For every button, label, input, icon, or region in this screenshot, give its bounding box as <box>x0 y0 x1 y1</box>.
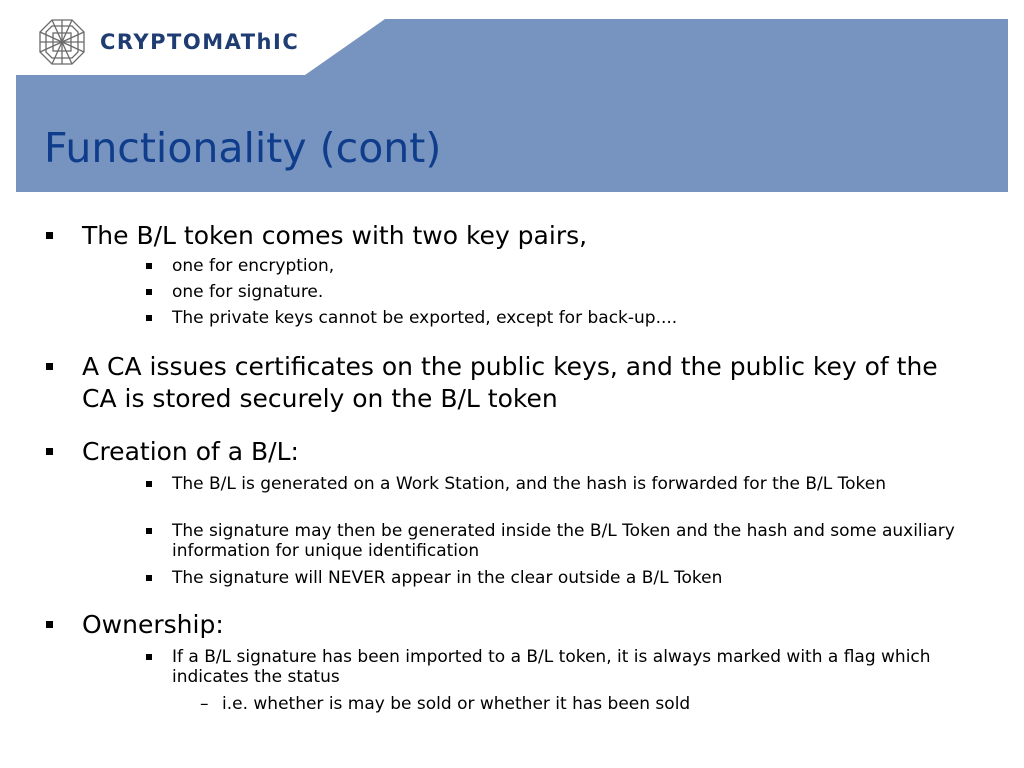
square-bullet-icon <box>146 481 152 487</box>
bullet-key-pairs <box>46 220 976 252</box>
slide-title: Functionality (cont) <box>44 124 442 172</box>
sub-bullet-text: The B/L is generated on a Work Station, and the hash is forwarded for the B/L Token <box>172 474 887 494</box>
sub-bullet-signature <box>146 282 976 302</box>
sub-bullet-private-keys <box>146 308 976 328</box>
square-bullet-icon <box>146 289 152 295</box>
sub-bullet-text: one for signature. <box>172 282 324 302</box>
square-bullet-icon <box>146 575 152 581</box>
square-bullet-icon <box>146 263 152 269</box>
sub-bullet-never-appear <box>146 568 976 588</box>
bullet-text: A CA issues certificates on the public keys, and the public key of the CA is stored securely on the B/L token <box>82 352 938 413</box>
square-bullet-icon <box>46 621 53 628</box>
bullet-text: Ownership: <box>82 610 224 639</box>
square-bullet-icon <box>46 448 53 455</box>
square-bullet-icon <box>146 654 152 660</box>
sub-bullet-text: If a B/L signature has been imported to a B/L token, it is always marked with a flag which indicates the status <box>172 647 931 687</box>
sub-sub-bullet-sold-status <box>200 694 970 714</box>
sub-bullet-encryption <box>146 256 976 276</box>
logo-text: CRYPTOMAThIC <box>100 30 300 54</box>
sub-bullet-workstation <box>146 474 976 494</box>
sub-bullet-signature-generated <box>146 521 976 561</box>
sub-bullet-imported <box>146 647 976 687</box>
square-bullet-icon <box>146 315 152 321</box>
bullet-ownership <box>46 609 976 641</box>
dash-bullet-icon: – <box>200 694 209 714</box>
sub-sub-bullet-text: i.e. whether is may be sold or whether it has been sold <box>222 694 691 714</box>
sub-bullet-text: The private keys cannot be exported, except for back-up.... <box>172 308 678 328</box>
square-bullet-icon <box>46 232 53 239</box>
sub-bullet-text: The signature will NEVER appear in the clear outside a B/L Token <box>172 568 723 588</box>
bullet-text: The B/L token comes with two key pairs, <box>82 221 588 250</box>
bullet-creation <box>46 436 976 468</box>
square-bullet-icon <box>46 363 53 370</box>
sub-bullet-text: one for encryption, <box>172 256 335 276</box>
square-bullet-icon <box>146 528 152 534</box>
bullet-text: Creation of a B/L: <box>82 437 299 466</box>
bullet-ca-certificates <box>46 351 976 415</box>
sub-bullet-text: The signature may then be generated inside the B/L Token and the hash and some auxiliary information for unique identification <box>172 521 955 561</box>
